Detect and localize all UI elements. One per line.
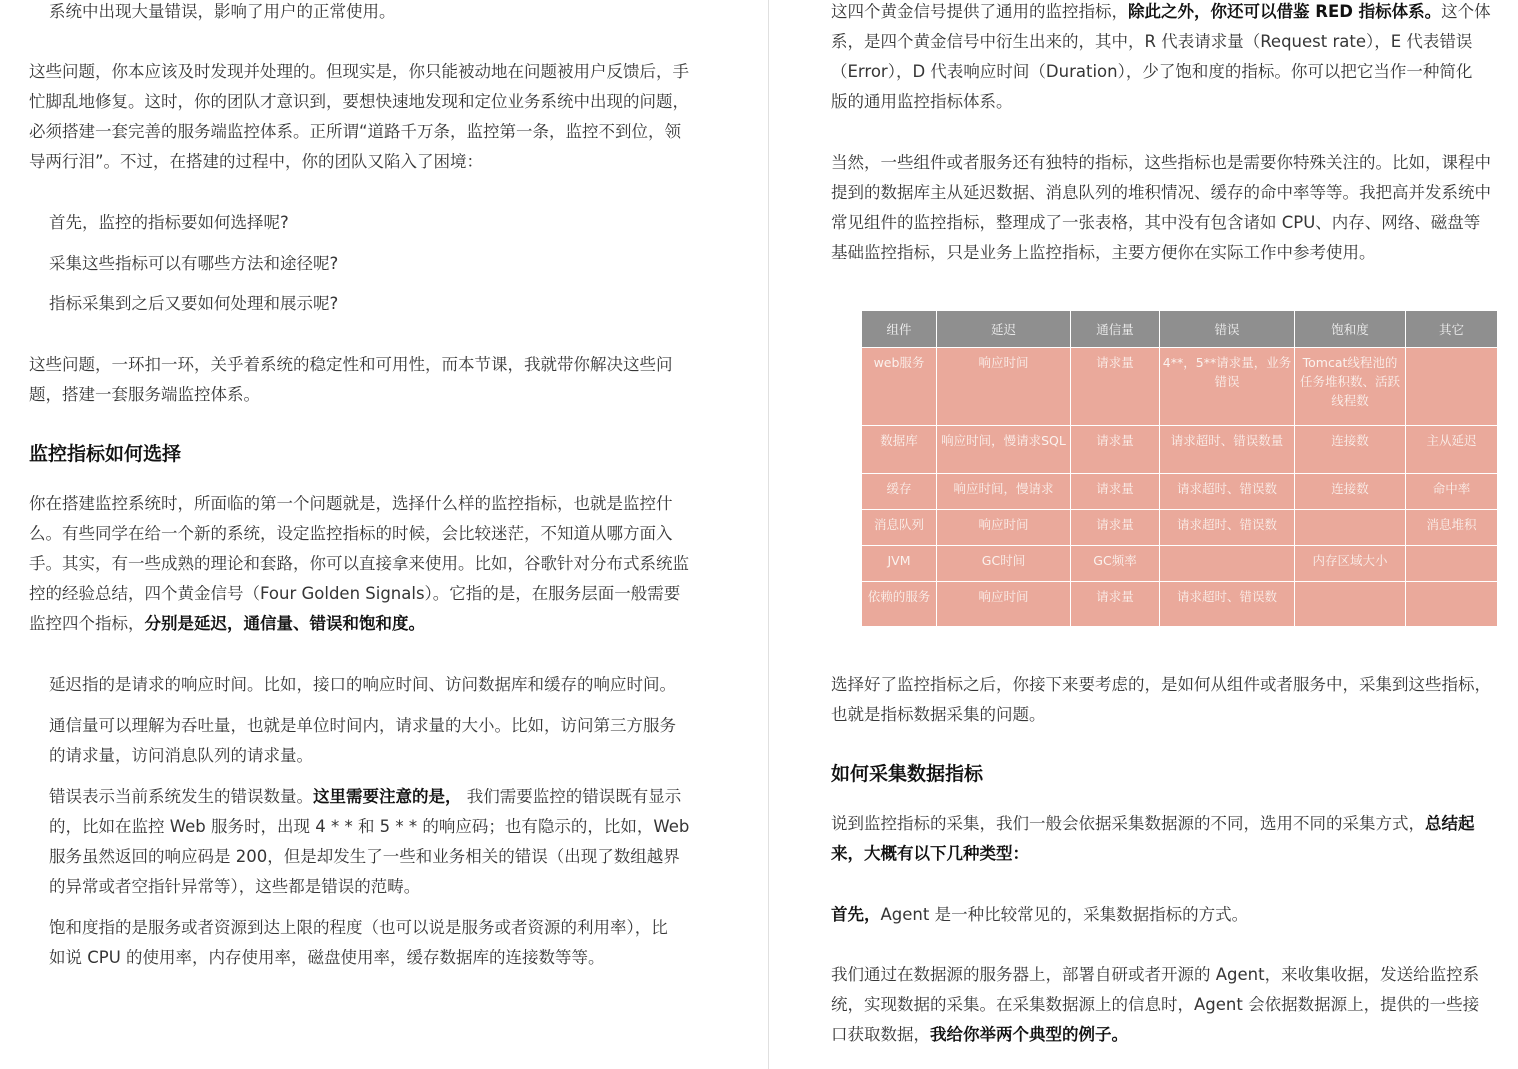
question-item: 首先，监控的指标要如何选择呢? xyxy=(49,213,289,232)
table-row xyxy=(862,474,1498,510)
table-cell: 4**，5**请求量，业务错误 xyxy=(1160,348,1295,426)
column-header: 饱和度 xyxy=(1295,311,1406,348)
table-cell: 请求量 xyxy=(1071,348,1160,426)
paragraph: 系统中出现大量错误，影响了用户的正常使用。 xyxy=(49,2,396,21)
column-divider xyxy=(768,0,769,1069)
paragraph: 选择好了监控指标之后，你接下来要考虑的，是如何从组件或者服务中，采集到这些指标， 也就是指标数据采集的问题。 xyxy=(831,675,1491,724)
paragraph: 这些问题，你本应该及时发现并处理的。但现实是，你只能被动地在问题被用户反馈后，手 忙脚乱地修复。这时，你的团队才意识到，要想快速地发现和定位业务系统中出现的问题， 必须搭建一套完善的服务端监控体系。正所谓“道路千万条，监控第一条，监控不到位，领 导两行泪”。不过，在搭建的过程中，你的团队又陷入了困境： xyxy=(29,62,689,171)
metrics-table xyxy=(861,310,1498,627)
table-cell: JVM xyxy=(862,546,937,582)
table-cell: 响应时间，慢请求 xyxy=(937,474,1071,510)
table-cell: 消息堆积 xyxy=(1406,510,1498,546)
table-row xyxy=(862,582,1498,627)
table-cell: web服务 xyxy=(862,348,937,426)
table-row xyxy=(862,426,1498,474)
table-cell: 数据库 xyxy=(862,426,937,474)
table-cell: 缓存 xyxy=(862,474,937,510)
table-cell: 连接数 xyxy=(1295,474,1406,510)
table-cell: 请求超时、错误数 xyxy=(1160,582,1295,627)
table-cell xyxy=(1406,348,1498,426)
table-cell xyxy=(1406,546,1498,582)
table-cell: 请求量 xyxy=(1071,510,1160,546)
table-cell: 请求量 xyxy=(1071,474,1160,510)
table-header-row xyxy=(862,311,1498,348)
question-item: 指标采集到之后又要如何处理和展示呢? xyxy=(49,294,339,313)
paragraph: 当然，一些组件或者服务还有独特的指标，这些指标也是需要你特殊关注的。比如，课程中 提到的数据库主从延迟数据、消息队列的堆积情况、缓存的命中率等等。我把高并发系统中 常见组件的监控指标，整理成了一张表格，其中没有包含诸如 CPU、内存、网络、磁盘等 基础监控指标，只是业务上监控指标，主要方便你在实际工作中参考使用。 xyxy=(831,153,1491,262)
table-cell: 命中率 xyxy=(1406,474,1498,510)
table-cell: GC时间 xyxy=(937,546,1071,582)
table-cell: 请求量 xyxy=(1071,426,1160,474)
column-header: 错误 xyxy=(1160,311,1295,348)
table-row xyxy=(862,546,1498,582)
section-heading: 如何采集数据指标 xyxy=(831,763,984,785)
table-cell: 响应时间 xyxy=(937,348,1071,426)
table-cell: GC频率 xyxy=(1071,546,1160,582)
table-cell: 连接数 xyxy=(1295,426,1406,474)
paragraph: 说到监控指标的采集，我们一般会依据采集数据源的不同，选用不同的采集方式，总结起 来，大概有以下几种类型： xyxy=(831,814,1475,863)
table-cell: 请求超时、错误数量 xyxy=(1160,426,1295,474)
table-cell: 主从延迟 xyxy=(1406,426,1498,474)
table-cell xyxy=(1160,546,1295,582)
table-cell: 响应时间，慢请求SQL xyxy=(937,426,1071,474)
paragraph: 这些问题，一环扣一环，关乎着系统的稳定性和可用性，而本节课，我就带你解决这些问 题，搭建一套服务端监控体系。 xyxy=(29,355,673,404)
paragraph: 这四个黄金信号提供了通用的监控指标，除此之外，你还可以借鉴 RED 指标体系。这个体 系，是四个黄金信号中衍生出来的，其中，R 代表请求量（Request rate），E 代表错误 （Error），D 代表响应时间（Duration），少了饱和度的指标。你可以把它当作一种简化 版的通用监控指标体系。 xyxy=(831,2,1491,111)
table-cell: 响应时间 xyxy=(937,582,1071,627)
paragraph: 首先，Agent 是一种比较常见的，采集数据指标的方式。 xyxy=(831,905,1249,924)
table-cell: 请求超时、错误数 xyxy=(1160,510,1295,546)
signal-traffic: 通信量可以理解为吞吐量，也就是单位时间内，请求量的大小。比如，访问第三方服务 的请求量，访问消息队列的请求量。 xyxy=(49,716,676,765)
table-cell: Tomcat线程池的任务堆积数、活跃线程数 xyxy=(1295,348,1406,426)
table-cell: 请求量 xyxy=(1071,582,1160,627)
table-cell: 响应时间 xyxy=(937,510,1071,546)
table-cell: 消息队列 xyxy=(862,510,937,546)
table-row xyxy=(862,348,1498,426)
signal-saturation: 饱和度指的是服务或者资源到达上限的程度（也可以说是服务或者资源的利用率），比 如说 CPU 的使用率，内存使用率，磁盘使用率，缓存数据库的连接数等等。 xyxy=(49,918,668,967)
table-cell xyxy=(1295,510,1406,546)
signal-latency: 延迟指的是请求的响应时间。比如，接口的响应时间、访问数据库和缓存的响应时间。 xyxy=(49,675,676,694)
table-row xyxy=(862,510,1498,546)
table-cell xyxy=(1406,582,1498,627)
signal-errors: 错误表示当前系统发生的错误数量。这里需要注意的是， 我们需要监控的错误既有显示 的，比如在监控 Web 服务时，出现 4 * * 和 5 * * 的响应码；也有隐示的，比如，Web 服务虽然返回的响应码是 200，但是却发生了一些和业务相关的错误（出现了数组越界 的异常或者空指针异常等），这些都是错误的范畴。 xyxy=(49,787,690,896)
section-heading: 监控指标如何选择 xyxy=(29,443,182,465)
column-header: 组件 xyxy=(862,311,937,348)
table-cell: 依赖的服务 xyxy=(862,582,937,627)
column-header: 延迟 xyxy=(937,311,1071,348)
question-item: 采集这些指标可以有哪些方法和途径呢? xyxy=(49,254,339,273)
table-cell xyxy=(1295,582,1406,627)
column-header: 其它 xyxy=(1406,311,1498,348)
paragraph: 我们通过在数据源的服务器上，部署自研或者开源的 Agent，来收集收据，发送给监控系 统，实现数据的采集。在采集数据源上的信息时，Agent 会依据数据源上，提供的一些接 口获取数据，我给你举两个典型的例子。 xyxy=(831,965,1480,1044)
paragraph: 你在搭建监控系统时，所面临的第一个问题就是，选择什么样的监控指标，也就是监控什 么。有些同学在给一个新的系统，设定监控指标的时候，会比较迷茫，不知道从哪方面入 手。其实，有一些成熟的理论和套路，你可以直接拿来使用。比如，谷歌针对分布式系统监 控的经验总结，四个黄金信号（Four Golden Signals）。它指的是，在服务层面一般需要 监控四个指标，分别是延迟，通信量、错误和饱和度。 xyxy=(29,494,689,633)
table-cell: 请求超时、错误数 xyxy=(1160,474,1295,510)
table-cell: 内存区域大小 xyxy=(1295,546,1406,582)
column-header: 通信量 xyxy=(1071,311,1160,348)
